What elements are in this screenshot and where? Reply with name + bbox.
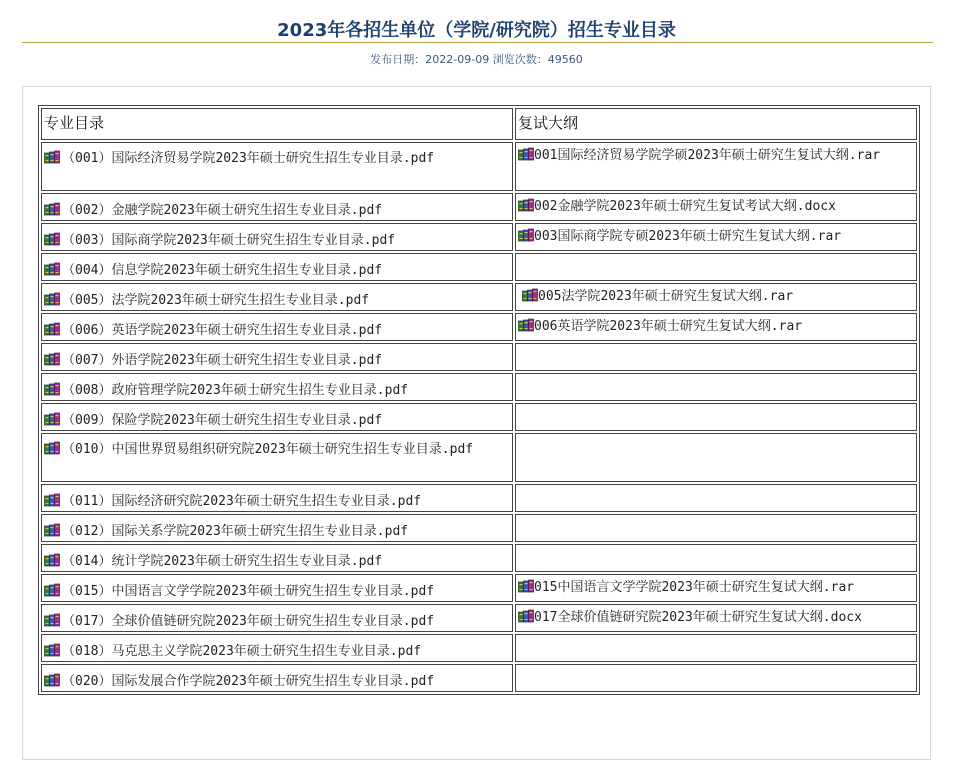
outline-file-link[interactable]: 017全球价值链研究院2023年硕士研究生复试大纲.docx <box>534 610 862 625</box>
outline-file-link[interactable]: 002金融学院2023年硕士研究生复试考试大纲.docx <box>534 199 836 214</box>
header-catalog: 专业目录 <box>41 108 513 140</box>
archive-books-icon <box>44 583 60 597</box>
catalog-cell <box>41 283 513 311</box>
title-divider <box>22 42 933 43</box>
archive-books-icon <box>44 412 60 426</box>
outline-cell <box>515 574 917 602</box>
catalog-file-link[interactable]: （017）全球价值链研究院2023年硕士研究生招生专业目录.pdf <box>62 614 435 629</box>
outline-cell <box>515 313 917 341</box>
catalog-cell <box>41 574 513 602</box>
archive-books-icon <box>44 262 60 276</box>
table-row <box>41 223 917 251</box>
outline-cell <box>515 343 917 371</box>
catalog-file-link[interactable]: （007）外语学院2023年硕士研究生招生专业目录.pdf <box>62 353 383 368</box>
table-row <box>41 664 917 692</box>
catalog-file-link[interactable]: （018）马克思主义学院2023年硕士研究生招生专业目录.pdf <box>62 644 422 659</box>
catalog-file-link[interactable]: （011）国际经济研究院2023年硕士研究生招生专业目录.pdf <box>62 494 422 509</box>
catalog-cell <box>41 373 513 401</box>
catalog-file-link[interactable]: （006）英语学院2023年硕士研究生招生专业目录.pdf <box>62 323 383 338</box>
outline-file-link[interactable]: 001国际经济贸易学院学硕2023年硕士研究生复试大纲.rar <box>534 148 881 163</box>
archive-books-icon <box>44 493 60 507</box>
archive-books-icon <box>518 198 534 212</box>
outline-cell <box>515 373 917 401</box>
archive-books-icon <box>518 228 534 242</box>
table-row <box>41 343 917 371</box>
table-row <box>41 373 917 401</box>
table-row <box>41 634 917 662</box>
archive-books-icon <box>518 147 534 161</box>
outline-cell <box>515 433 917 482</box>
archive-books-icon <box>518 609 534 623</box>
table-header-row <box>41 108 917 140</box>
archive-books-icon <box>44 232 60 246</box>
catalog-cell <box>41 544 513 572</box>
catalog-cell <box>41 514 513 542</box>
catalog-file-link[interactable]: （014）统计学院2023年硕士研究生招生专业目录.pdf <box>62 554 383 569</box>
table-row <box>41 484 917 512</box>
catalog-file-link[interactable]: （015）中国语言文学学院2023年硕士研究生招生专业目录.pdf <box>62 584 435 599</box>
catalog-cell <box>41 634 513 662</box>
table-row <box>41 313 917 341</box>
outline-cell <box>515 544 917 572</box>
archive-books-icon <box>44 441 60 455</box>
catalog-file-link[interactable]: （008）政府管理学院2023年硕士研究生招生专业目录.pdf <box>62 383 409 398</box>
archive-books-icon <box>44 382 60 396</box>
outline-cell <box>515 403 917 431</box>
catalog-cell <box>41 343 513 371</box>
archive-books-icon <box>518 318 534 332</box>
outline-file-link[interactable]: 015中国语言文学学院2023年硕士研究生复试大纲.rar <box>534 580 855 595</box>
outline-file-link[interactable]: 006英语学院2023年硕士研究生复试大纲.rar <box>534 319 803 334</box>
outline-cell <box>515 283 917 311</box>
catalog-cell <box>41 484 513 512</box>
archive-books-icon <box>44 613 60 627</box>
outline-cell <box>515 604 917 632</box>
header-outline: 复试大纲 <box>515 108 917 140</box>
catalog-cell <box>41 193 513 221</box>
table-row <box>41 574 917 602</box>
archive-books-icon <box>44 202 60 216</box>
catalog-table <box>38 105 920 695</box>
catalog-file-link[interactable]: （005）法学院2023年硕士研究生招生专业目录.pdf <box>62 293 370 308</box>
table-row <box>41 604 917 632</box>
catalog-cell <box>41 223 513 251</box>
catalog-cell <box>41 403 513 431</box>
archive-books-icon <box>44 523 60 537</box>
table-row <box>41 142 917 191</box>
table-row <box>41 403 917 431</box>
archive-books-icon <box>44 322 60 336</box>
archive-books-icon <box>518 579 534 593</box>
outline-cell <box>515 514 917 542</box>
outline-file-link[interactable]: 005法学院2023年硕士研究生复试大纲.rar <box>538 289 794 304</box>
archive-books-icon <box>522 288 538 302</box>
archive-books-icon <box>44 643 60 657</box>
table-row <box>41 253 917 281</box>
catalog-cell <box>41 142 513 191</box>
catalog-cell <box>41 313 513 341</box>
table-row <box>41 544 917 572</box>
outline-cell <box>515 223 917 251</box>
catalog-cell <box>41 664 513 692</box>
table-row <box>41 283 917 311</box>
outline-cell <box>515 193 917 221</box>
outline-cell <box>515 142 917 191</box>
archive-books-icon <box>44 352 60 366</box>
outline-cell <box>515 484 917 512</box>
catalog-file-link[interactable]: （020）国际发展合作学院2023年硕士研究生招生专业目录.pdf <box>62 674 435 689</box>
table-row <box>41 193 917 221</box>
archive-books-icon <box>44 673 60 687</box>
catalog-file-link[interactable]: （002）金融学院2023年硕士研究生招生专业目录.pdf <box>62 203 383 218</box>
outline-cell <box>515 253 917 281</box>
outline-file-link[interactable]: 003国际商学院专硕2023年硕士研究生复试大纲.rar <box>534 229 842 244</box>
table-row <box>41 433 917 482</box>
catalog-file-link[interactable]: （010）中国世界贸易组织研究院2023年硕士研究生招生专业目录.pdf <box>62 442 474 457</box>
catalog-cell <box>41 433 513 482</box>
catalog-file-link[interactable]: （004）信息学院2023年硕士研究生招生专业目录.pdf <box>62 263 383 278</box>
archive-books-icon <box>44 292 60 306</box>
catalog-file-link[interactable]: （012）国际关系学院2023年硕士研究生招生专业目录.pdf <box>62 524 409 539</box>
catalog-cell <box>41 604 513 632</box>
table-row <box>41 514 917 542</box>
publish-meta: 发布日期：2022-09-09 浏览次数：49560 <box>370 53 583 66</box>
archive-books-icon <box>44 150 60 164</box>
outline-cell <box>515 634 917 662</box>
catalog-file-link[interactable]: （001）国际经济贸易学院2023年硕士研究生招生专业目录.pdf <box>62 151 435 166</box>
catalog-file-link[interactable]: （009）保险学院2023年硕士研究生招生专业目录.pdf <box>62 413 383 428</box>
outline-cell <box>515 664 917 692</box>
page-title: 2023年各招生单位（学院/研究院）招生专业目录 <box>277 20 676 41</box>
catalog-file-link[interactable]: （003）国际商学院2023年硕士研究生招生专业目录.pdf <box>62 233 396 248</box>
catalog-cell <box>41 253 513 281</box>
archive-books-icon <box>44 553 60 567</box>
